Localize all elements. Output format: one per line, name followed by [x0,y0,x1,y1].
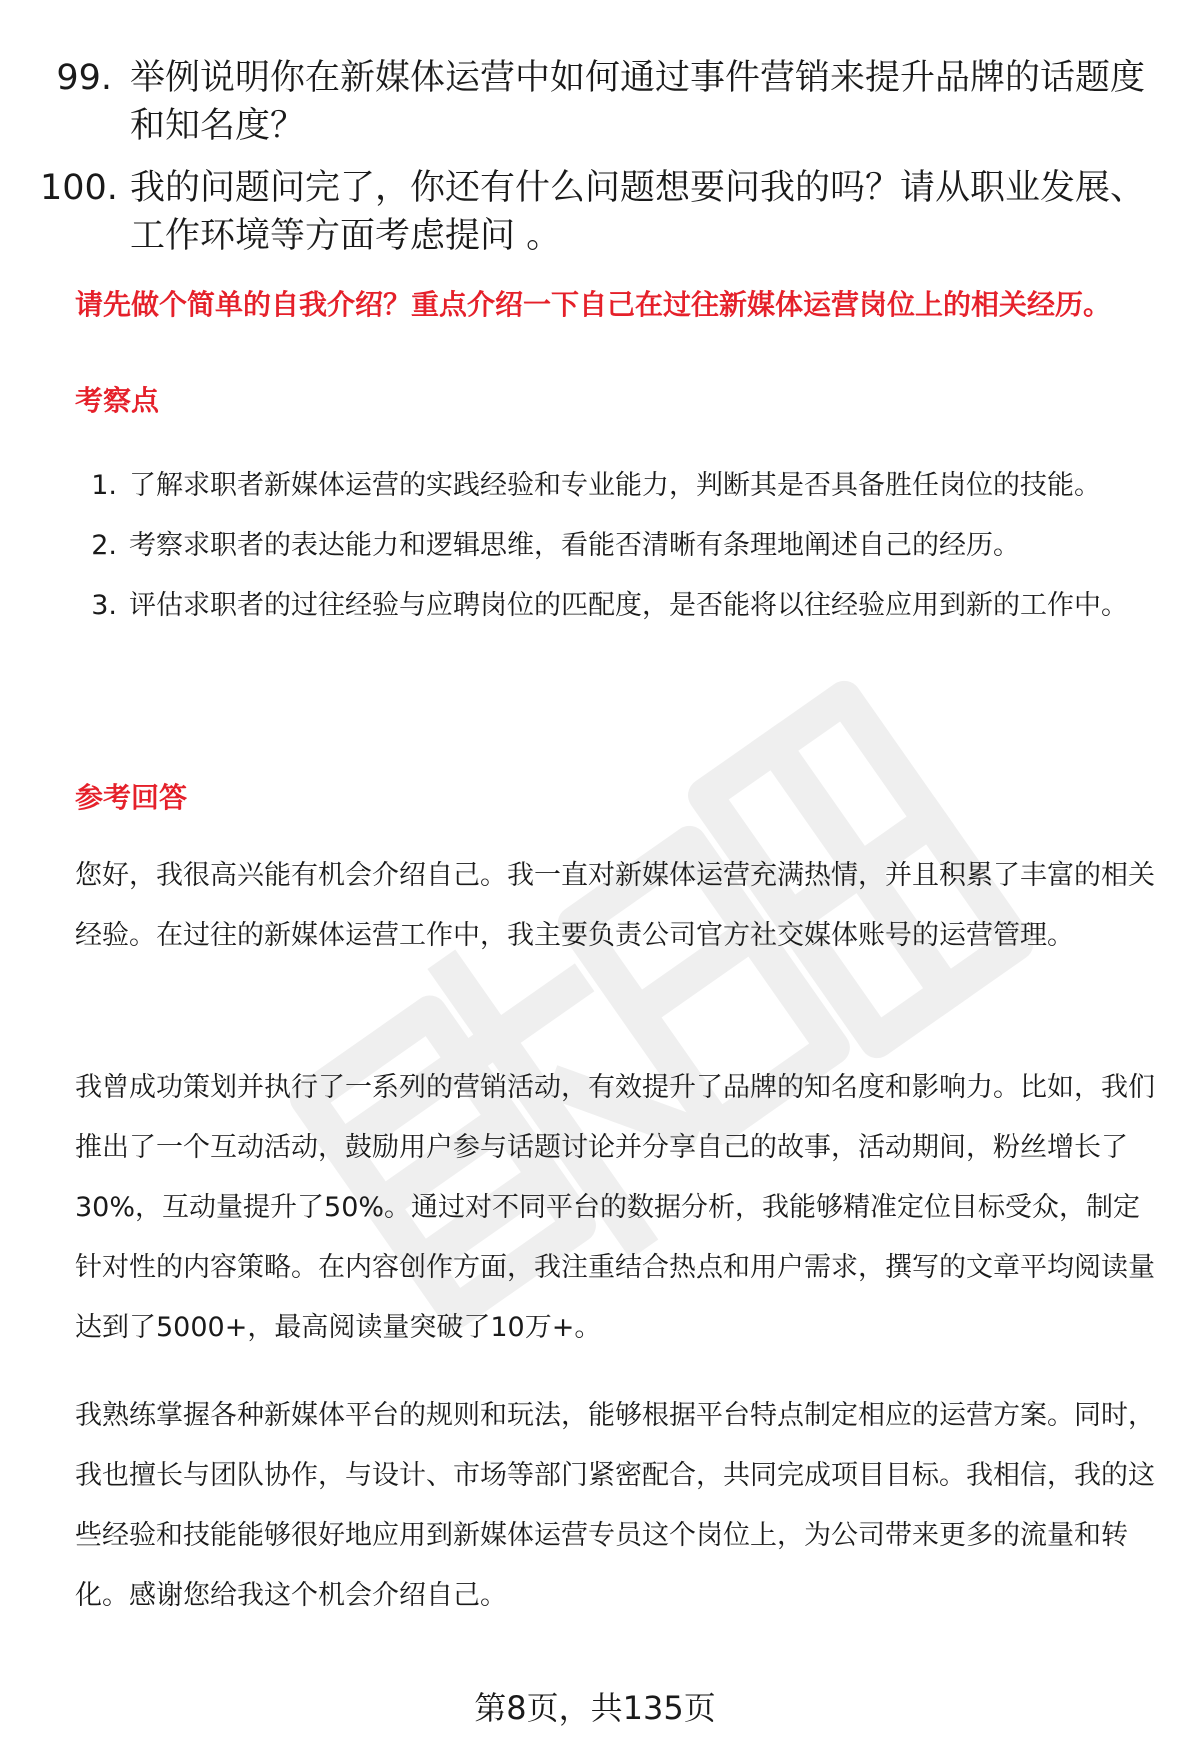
point-text: 评估求职者的过往经验与应聘岗位的匹配度，是否能将以往经验应用到新的工作中。 [129,590,1128,621]
interview-question: 请先做个简单的自我介绍？重点介绍一下自己在过往新媒体运营岗位上的相关经历。 [75,288,1112,321]
answer-paragraph: 您好，我很高兴能有机会介绍自己。我一直对新媒体运营充满热情，并且积累了丰富的相关经验。在过往的新媒体运营工作中，我主要负责公司官方社交媒体账号的运营管理。 [75,860,1155,951]
page-number: 第8页，共135页 [474,1689,716,1727]
point-text: 考察求职者的表达能力和逻辑思维，看能否清晰有条理地阐述自己的经历。 [129,530,1020,561]
point-number: 3. [91,590,117,621]
assessment-points-list [75,456,1155,636]
list-item [40,54,1150,150]
question-number: 99. [56,58,112,98]
question-number: 100. [40,168,118,208]
answer-paragraph: 我曾成功策划并执行了一系列的营销活动，有效提升了品牌的知名度和影响力。比如，我们推出了一个互动活动，鼓励用户参与话题讨论并分享自己的故事，活动期间，粉丝增长了30%，互动量提升了50%。通过对不同平台的数据分析，我能够精准定位目标受众，制定针对性的内容策略。在内容创作方面，我注重结合热点和用户需求，撰写的文章平均阅读量达到了5000+，最高阅读量突破了10万+。 [75,1072,1155,1343]
list-item [75,576,1155,636]
point-number: 1. [91,470,117,501]
previous-questions-list [40,54,1150,274]
answer-paragraph: 我熟练掌握各种新媒体平台的规则和玩法，能够根据平台特点制定相应的运营方案。同时，我也擅长与团队协作，与设计、市场等部门紧密配合，共同完成项目目标。我相信，我的这些经验和技能能够很好地应用到新媒体运营专员这个岗位上，为公司带来更多的流量和转化。感谢您给我这个机会介绍自己。 [75,1400,1155,1611]
question-text: 我的问题问完了，你还有什么问题想要问我的吗？请从职业发展、工作环境等方面考虑提问 。 [130,168,1146,256]
point-text: 了解求职者新媒体运营的实践经验和专业能力，判断其是否具备胜任岗位的技能。 [129,470,1101,501]
points-heading: 考察点 [75,384,160,417]
question-text: 举例说明你在新媒体运营中如何通过事件营销来提升品牌的话题度和知名度？ [130,58,1146,146]
list-item [75,516,1155,576]
list-item [75,456,1155,516]
point-number: 2. [91,530,117,561]
answer-heading: 参考回答 [75,781,188,814]
list-item [40,164,1150,260]
